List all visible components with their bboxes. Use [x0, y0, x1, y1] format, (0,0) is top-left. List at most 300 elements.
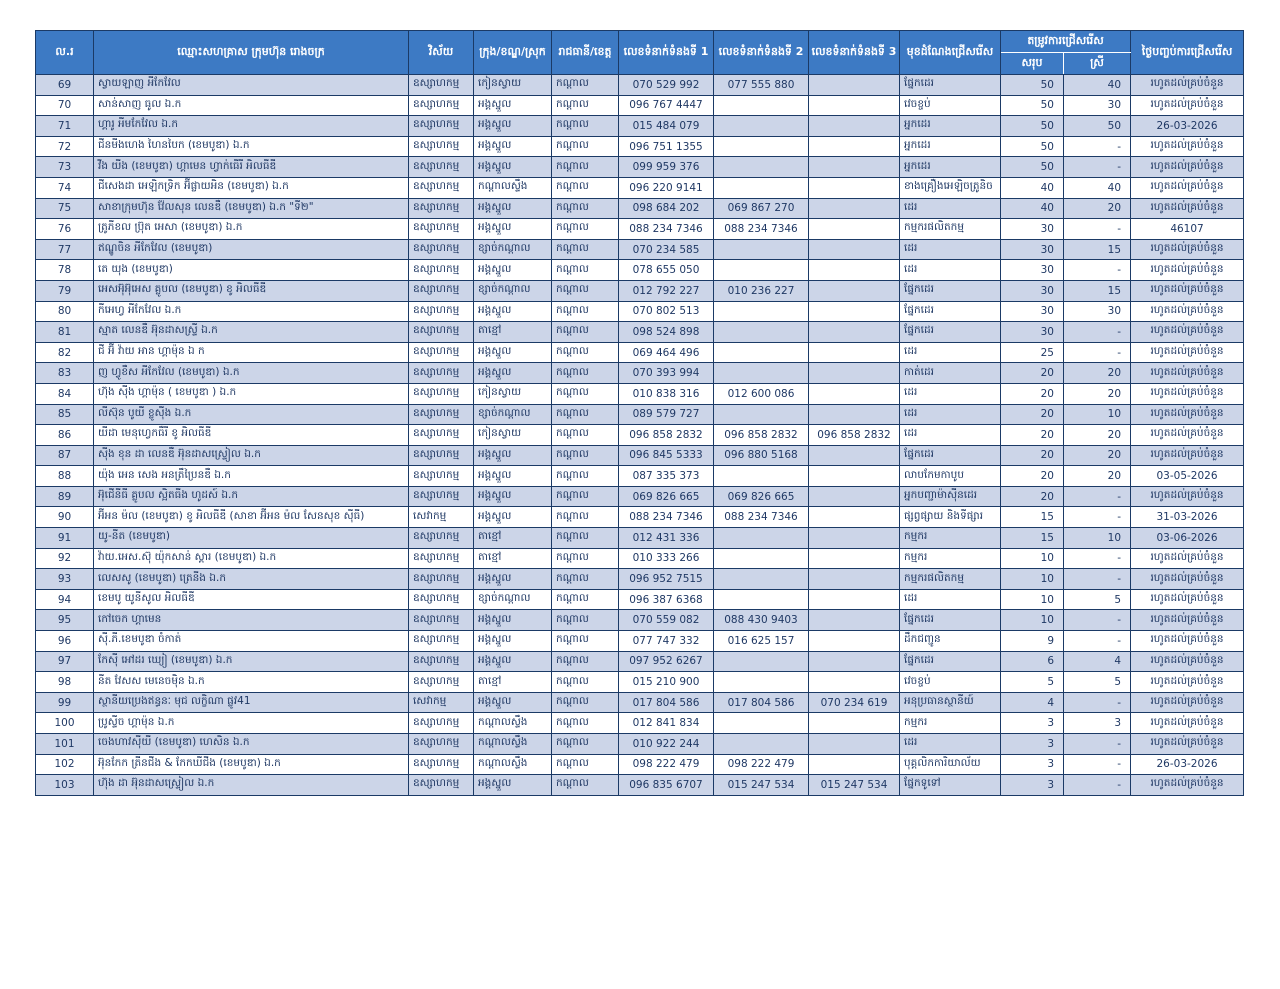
cell-district: កណ្តាលស្ទឹង — [474, 177, 552, 198]
cell-no: 82 — [36, 342, 94, 363]
cell-company-name: ហ្គារូ អីមកែវែល ឯ.ក — [94, 116, 409, 137]
cell-phone1: 096 387 6368 — [619, 589, 714, 610]
cell-province: កណ្តាល — [552, 322, 619, 343]
cell-need-total: 20 — [1001, 383, 1064, 404]
cell-sector: ឧស្សាហកម្ម — [409, 75, 474, 96]
cell-need-female: - — [1064, 692, 1131, 713]
cell-phone2 — [714, 651, 809, 672]
cell-phone2 — [714, 260, 809, 281]
cell-deadline: រហូតដល់គ្រប់ចំនួន — [1131, 651, 1244, 672]
cell-need-total: 20 — [1001, 466, 1064, 487]
cell-sector: ឧស្សាហកម្ម — [409, 425, 474, 446]
cell-phone1: 017 804 586 — [619, 692, 714, 713]
cell-province: កណ្តាល — [552, 713, 619, 734]
table-row — [36, 157, 1244, 178]
cell-phone2: 010 236 227 — [714, 280, 809, 301]
cell-phone3 — [809, 589, 900, 610]
cell-phone3 — [809, 198, 900, 219]
cell-need-total: 50 — [1001, 95, 1064, 116]
cell-no: 94 — [36, 589, 94, 610]
cell-need-total: 50 — [1001, 157, 1064, 178]
header-phone1: លេខទំនាក់ទំនងទី 1 — [619, 31, 714, 75]
cell-deadline: រហូតដល់គ្រប់ចំនួន — [1131, 95, 1244, 116]
cell-deadline: រហូតដល់គ្រប់ចំនួន — [1131, 692, 1244, 713]
cell-position: វេចខ្ចប់ — [900, 672, 1001, 693]
table-row — [36, 116, 1244, 137]
cell-deadline: រហូតដល់គ្រប់ចំនួន — [1131, 75, 1244, 96]
cell-province: កណ្តាល — [552, 301, 619, 322]
cell-need-female: 20 — [1064, 363, 1131, 384]
cell-position: ផ្នែកដេរ — [900, 75, 1001, 96]
header-district: ក្រុង/ខណ្ឌ/ស្រុក — [474, 31, 552, 75]
header-company-name: ឈ្មោះសហគ្រាស ក្រុមហ៊ុន រោងចក្រ — [94, 31, 409, 75]
cell-phone2: 012 600 086 — [714, 383, 809, 404]
cell-province: កណ្តាល — [552, 404, 619, 425]
cell-no: 101 — [36, 734, 94, 755]
table-row — [36, 301, 1244, 322]
cell-phone3 — [809, 404, 900, 425]
cell-phone1: 069 464 496 — [619, 342, 714, 363]
cell-company-name: ជី អ៊ី វ៉ាយ អាន ហ្គាម៉ុន ឯ ក — [94, 342, 409, 363]
cell-phone1: 096 220 9141 — [619, 177, 714, 198]
cell-province: កណ្តាល — [552, 198, 619, 219]
cell-no: 99 — [36, 692, 94, 713]
cell-need-total: 3 — [1001, 713, 1064, 734]
cell-province: កណ្តាល — [552, 136, 619, 157]
cell-phone1: 077 747 332 — [619, 631, 714, 652]
cell-province: កណ្តាល — [552, 239, 619, 260]
table-row — [36, 219, 1244, 240]
cell-no: 76 — [36, 219, 94, 240]
cell-district: កណ្តាលស្ទឹង — [474, 754, 552, 775]
cell-sector: ឧស្សាហកម្ម — [409, 198, 474, 219]
cell-phone3 — [809, 754, 900, 775]
cell-company-name: អ៊ុនកែក ត្រីនជីង & កែកឃីជីង (ខេមបូឌា) ឯ.ក — [94, 754, 409, 775]
cell-company-name: ហ៊ុង ស៊ីង ហ្គាម៉ុន ( ខេមបូឌា ) ឯ.ក — [94, 383, 409, 404]
cell-province: កណ្តាល — [552, 754, 619, 775]
cell-phone1: 098 524 898 — [619, 322, 714, 343]
cell-company-name: ហ៊ុង ដា អ៊ុនដាសស្រ្ទៀល ឯ.ក — [94, 775, 409, 796]
cell-company-name: ស្ថានីយប្រេងឥន្ធនៈ មុជ លក្ខិណា ផ្លូវ41 — [94, 692, 409, 713]
cell-no: 88 — [36, 466, 94, 487]
cell-position: អ្នកដេរ — [900, 116, 1001, 137]
cell-need-total: 20 — [1001, 363, 1064, 384]
cell-sector: ឧស្សាហកម្ម — [409, 239, 474, 260]
cell-need-female: - — [1064, 775, 1131, 796]
cell-deadline: រហូតដល់គ្រប់ចំនួន — [1131, 157, 1244, 178]
cell-no: 80 — [36, 301, 94, 322]
cell-district: កៀនស្វាយ — [474, 425, 552, 446]
cell-need-total: 10 — [1001, 610, 1064, 631]
table-row — [36, 569, 1244, 590]
cell-phone3 — [809, 651, 900, 672]
cell-district: អង្គស្នួល — [474, 775, 552, 796]
cell-phone2: 069 867 270 — [714, 198, 809, 219]
cell-need-female: - — [1064, 610, 1131, 631]
cell-need-female: 50 — [1064, 116, 1131, 137]
cell-phone3 — [809, 383, 900, 404]
cell-phone3 — [809, 507, 900, 528]
cell-phone2 — [714, 239, 809, 260]
cell-phone1: 012 431 336 — [619, 528, 714, 549]
cell-company-name: ស៊ី.ភី.ខេមបូឌា ចំកាត់ — [94, 631, 409, 652]
cell-company-name: ត្រូភីខល ប្រ៊ុត អេសា (ខេមបូឌា) ឯ.ក — [94, 219, 409, 240]
cell-phone2: 077 555 880 — [714, 75, 809, 96]
cell-sector: ឧស្សាហកម្ម — [409, 672, 474, 693]
cell-need-female: - — [1064, 486, 1131, 507]
cell-position: កម្មករ — [900, 528, 1001, 549]
table-row — [36, 445, 1244, 466]
cell-company-name: វីង យីង (ខេមបូឌា) ហ្គាមេន ហ្វាក់ធើរី អិលធីឌី — [94, 157, 409, 178]
cell-phone2: 088 234 7346 — [714, 219, 809, 240]
cell-need-female: - — [1064, 136, 1131, 157]
cell-need-female: 20 — [1064, 383, 1131, 404]
cell-phone3 — [809, 363, 900, 384]
table-row — [36, 507, 1244, 528]
cell-sector: ឧស្សាហកម្ម — [409, 260, 474, 281]
cell-district: ខ្សាច់កណ្តាល — [474, 589, 552, 610]
cell-sector: ឧស្សាហកម្ម — [409, 775, 474, 796]
table-row — [36, 692, 1244, 713]
cell-need-total: 20 — [1001, 425, 1064, 446]
cell-phone3 — [809, 445, 900, 466]
cell-sector: ឧស្សាហកម្ម — [409, 301, 474, 322]
cell-phone2 — [714, 404, 809, 425]
cell-sector: ឧស្សាហកម្ម — [409, 342, 474, 363]
cell-need-total: 4 — [1001, 692, 1064, 713]
table-row — [36, 734, 1244, 755]
cell-position: វេចខ្ចប់ — [900, 95, 1001, 116]
cell-no: 83 — [36, 363, 94, 384]
header-position: មុខដំណែងជ្រើសរើស — [900, 31, 1001, 75]
cell-deadline: រហូតដល់គ្រប់ចំនួន — [1131, 672, 1244, 693]
cell-deadline: 46107 — [1131, 219, 1244, 240]
cell-deadline: រហូតដល់គ្រប់ចំនួន — [1131, 322, 1244, 343]
cell-phone3 — [809, 75, 900, 96]
cell-deadline: 31-03-2026 — [1131, 507, 1244, 528]
cell-position: ផ្នែកដេរ — [900, 445, 1001, 466]
cell-phone2 — [714, 589, 809, 610]
cell-need-total: 6 — [1001, 651, 1064, 672]
cell-need-female: - — [1064, 754, 1131, 775]
table-row — [36, 177, 1244, 198]
cell-district: អង្គស្នួល — [474, 466, 552, 487]
cell-need-total: 3 — [1001, 734, 1064, 755]
cell-deadline: រហូតដល់គ្រប់ចំនួន — [1131, 445, 1244, 466]
cell-phone1: 070 559 082 — [619, 610, 714, 631]
cell-district: អង្គស្នួល — [474, 136, 552, 157]
cell-need-female: - — [1064, 157, 1131, 178]
header-need-total: សរុប — [1001, 53, 1064, 75]
table-row — [36, 404, 1244, 425]
cell-company-name: ឥណ្ឌូចិន អីកែវែល (ខេមបូឌា) — [94, 239, 409, 260]
cell-no: 95 — [36, 610, 94, 631]
cell-need-total: 15 — [1001, 528, 1064, 549]
cell-position: ដេរ — [900, 260, 1001, 281]
cell-phone3: 096 858 2832 — [809, 425, 900, 446]
cell-province: កណ្តាល — [552, 528, 619, 549]
cell-need-female: 15 — [1064, 280, 1131, 301]
cell-need-female: - — [1064, 548, 1131, 569]
cell-position: ផ្នែកដេរ — [900, 322, 1001, 343]
table-row — [36, 631, 1244, 652]
cell-position: ដេរ — [900, 342, 1001, 363]
cell-deadline: រហូតដល់គ្រប់ចំនួន — [1131, 775, 1244, 796]
cell-deadline: 26-03-2026 — [1131, 754, 1244, 775]
cell-need-female: - — [1064, 569, 1131, 590]
cell-company-name: វ៉ាយ.អេស.ស៊ុ យ៉ុកសាន់ ស្គារ (ខេមបូឌា) ឯ.ក — [94, 548, 409, 569]
cell-need-female: 40 — [1064, 75, 1131, 96]
cell-need-female: 5 — [1064, 589, 1131, 610]
header-deadline: ថ្ងៃបញ្ចប់ការជ្រើសរើស — [1131, 31, 1244, 75]
cell-company-name: ស្វាយឡាញ អីកែវែល — [94, 75, 409, 96]
cell-province: កណ្តាល — [552, 651, 619, 672]
cell-no: 91 — [36, 528, 94, 549]
cell-phone3 — [809, 239, 900, 260]
table-row — [36, 260, 1244, 281]
cell-position: អ្នកបញ្ជាម៉ាស៊ីនដេរ — [900, 486, 1001, 507]
cell-need-female: 30 — [1064, 95, 1131, 116]
cell-no: 89 — [36, 486, 94, 507]
cell-position: ផ្នែកទូទៅ — [900, 775, 1001, 796]
cell-need-total: 30 — [1001, 301, 1064, 322]
cell-district: ខ្សាច់កណ្តាល — [474, 404, 552, 425]
cell-district: កៀនស្វាយ — [474, 383, 552, 404]
cell-no: 90 — [36, 507, 94, 528]
table-row — [36, 198, 1244, 219]
cell-no: 70 — [36, 95, 94, 116]
cell-need-total: 25 — [1001, 342, 1064, 363]
cell-deadline: រហូតដល់គ្រប់ចំនួន — [1131, 177, 1244, 198]
table-row — [36, 610, 1244, 631]
cell-no: 81 — [36, 322, 94, 343]
cell-phone1: 099 959 376 — [619, 157, 714, 178]
cell-district: អង្គស្នួល — [474, 363, 552, 384]
cell-phone3 — [809, 260, 900, 281]
cell-need-female: - — [1064, 631, 1131, 652]
cell-phone2: 017 804 586 — [714, 692, 809, 713]
cell-phone3 — [809, 672, 900, 693]
cell-company-name: ស្មាត លេនឌឺ អ៊ុនដាសស្ទ្រី ឯ.ក — [94, 322, 409, 343]
cell-phone1: 096 751 1355 — [619, 136, 714, 157]
cell-province: កណ្តាល — [552, 342, 619, 363]
header-sector: វិស័យ — [409, 31, 474, 75]
cell-position: ផ្នែកដេរ — [900, 610, 1001, 631]
cell-need-female: 10 — [1064, 528, 1131, 549]
cell-phone1: 087 335 373 — [619, 466, 714, 487]
cell-province: កណ្តាល — [552, 116, 619, 137]
cell-province: កណ្តាល — [552, 610, 619, 631]
cell-district: អង្គស្នួល — [474, 507, 552, 528]
cell-province: កណ្តាល — [552, 383, 619, 404]
cell-district: អង្គស្នួល — [474, 651, 552, 672]
cell-deadline: 03-05-2026 — [1131, 466, 1244, 487]
cell-phone2: 088 234 7346 — [714, 507, 809, 528]
table-row — [36, 651, 1244, 672]
cell-sector: ឧស្សាហកម្ម — [409, 116, 474, 137]
cell-phone1: 015 484 079 — [619, 116, 714, 137]
cell-company-name: អេសអ៊ុអ៊ុអេស គ្លូបល (ខេមបូឌា) ខូ អិលធីឌី — [94, 280, 409, 301]
cell-phone1: 098 684 202 — [619, 198, 714, 219]
cell-need-total: 10 — [1001, 569, 1064, 590]
cell-district: អង្គស្នួល — [474, 692, 552, 713]
cell-phone3 — [809, 136, 900, 157]
cell-phone3 — [809, 342, 900, 363]
cell-no: 75 — [36, 198, 94, 219]
table-row — [36, 383, 1244, 404]
cell-province: កណ្តាល — [552, 631, 619, 652]
cell-position: ដេរ — [900, 239, 1001, 260]
cell-phone3 — [809, 610, 900, 631]
cell-sector: ឧស្សាហកម្ម — [409, 177, 474, 198]
cell-position: អ្នកដេរ — [900, 136, 1001, 157]
cell-no: 87 — [36, 445, 94, 466]
cell-phone2: 016 625 157 — [714, 631, 809, 652]
cell-phone1: 069 826 665 — [619, 486, 714, 507]
header-phone2: លេខទំនាក់ទំនងទី 2 — [714, 31, 809, 75]
cell-province: កណ្តាល — [552, 486, 619, 507]
cell-phone3 — [809, 219, 900, 240]
cell-deadline: រហូតដល់គ្រប់ចំនួន — [1131, 589, 1244, 610]
cell-district: អង្គស្នួល — [474, 157, 552, 178]
cell-company-name: យ៉ុង អេន សេង អនត្រឹប្រៃនឌឺ ឯ.ក — [94, 466, 409, 487]
cell-company-name: កៅចេក ហ្គាមេន — [94, 610, 409, 631]
cell-position: ផ្នែកដេរ — [900, 280, 1001, 301]
cell-need-total: 50 — [1001, 75, 1064, 96]
cell-company-name: ជីសេងដា អេឡិកទ្រិក អ៊ីផ្លាយអិន (ខេមបូឌា) ឯ.ក — [94, 177, 409, 198]
cell-need-total: 10 — [1001, 589, 1064, 610]
cell-position: ដេរ — [900, 589, 1001, 610]
cell-phone1: 096 952 7515 — [619, 569, 714, 590]
cell-company-name: សាខាក្រុមហ៊ុន វ៉ែលសុន លេនឌឺ (ខេមបូឌា) ឯ.ក "ទី២" — [94, 198, 409, 219]
table-row — [36, 775, 1244, 796]
cell-need-total: 50 — [1001, 116, 1064, 137]
cell-position: កម្មករផលិតកម្ម — [900, 569, 1001, 590]
cell-deadline: រហូតដល់គ្រប់ចំនួន — [1131, 363, 1244, 384]
cell-need-female: 20 — [1064, 198, 1131, 219]
table-row — [36, 486, 1244, 507]
cell-deadline: រហូតដល់គ្រប់ចំនួន — [1131, 734, 1244, 755]
cell-phone2 — [714, 363, 809, 384]
cell-no: 102 — [36, 754, 94, 775]
cell-position: កម្មករផលិតកម្ម — [900, 219, 1001, 240]
cell-need-female: - — [1064, 260, 1131, 281]
cell-phone1: 097 952 6267 — [619, 651, 714, 672]
cell-phone1: 010 922 244 — [619, 734, 714, 755]
cell-sector: ឧស្សាហកម្ម — [409, 445, 474, 466]
cell-phone3 — [809, 301, 900, 322]
cell-phone3 — [809, 280, 900, 301]
cell-sector: ឧស្សាហកម្ម — [409, 383, 474, 404]
cell-phone3 — [809, 713, 900, 734]
cell-district: អង្គស្នួល — [474, 219, 552, 240]
cell-phone3 — [809, 322, 900, 343]
cell-province: កណ្តាល — [552, 95, 619, 116]
header-no: ល.រ — [36, 31, 94, 75]
cell-need-total: 10 — [1001, 548, 1064, 569]
table-row — [36, 136, 1244, 157]
cell-phone2: 069 826 665 — [714, 486, 809, 507]
cell-district: កៀនស្វាយ — [474, 75, 552, 96]
cell-province: កណ្តាល — [552, 260, 619, 281]
cell-no: 86 — [36, 425, 94, 446]
cell-phone2 — [714, 713, 809, 734]
cell-deadline: រហូតដល់គ្រប់ចំនួន — [1131, 198, 1244, 219]
cell-company-name: កីអេហ្វ អីកែវែល ឯ.ក — [94, 301, 409, 322]
cell-province: កណ្តាល — [552, 507, 619, 528]
cell-phone1: 096 845 5333 — [619, 445, 714, 466]
table-row — [36, 239, 1244, 260]
cell-province: កណ្តាល — [552, 75, 619, 96]
cell-no: 103 — [36, 775, 94, 796]
cell-province: កណ្តាល — [552, 157, 619, 178]
cell-phone1: 070 529 992 — [619, 75, 714, 96]
cell-sector: ឧស្សាហកម្ម — [409, 322, 474, 343]
cell-district: កណ្តាលស្ទឹង — [474, 734, 552, 755]
cell-province: កណ្តាល — [552, 177, 619, 198]
cell-company-name: ជីនមីងហេង ហៃនបៃក (ខេមបូឌា) ឯ.ក — [94, 136, 409, 157]
cell-sector: ឧស្សាហកម្ម — [409, 280, 474, 301]
cell-deadline: រហូតដល់គ្រប់ចំនួន — [1131, 301, 1244, 322]
cell-phone1: 088 234 7346 — [619, 219, 714, 240]
cell-need-female: - — [1064, 322, 1131, 343]
cell-position: ដេរ — [900, 404, 1001, 425]
cell-sector: ឧស្សាហកម្ម — [409, 486, 474, 507]
cell-province: កណ្តាល — [552, 692, 619, 713]
cell-position: ដេរ — [900, 198, 1001, 219]
cell-phone2 — [714, 672, 809, 693]
cell-position: បុគ្គលិកការិយាល័យ — [900, 754, 1001, 775]
cell-sector: ឧស្សាហកម្ម — [409, 734, 474, 755]
cell-need-female: 4 — [1064, 651, 1131, 672]
header-need-female: ស្រី — [1064, 53, 1131, 75]
cell-phone2: 088 430 9403 — [714, 610, 809, 631]
cell-phone2 — [714, 136, 809, 157]
header-phone3: លេខទំនាក់ទំនងទី 3 — [809, 31, 900, 75]
recruitment-table — [35, 30, 1244, 796]
cell-sector: ឧស្សាហកម្ម — [409, 631, 474, 652]
cell-position: ដេរ — [900, 425, 1001, 446]
cell-district: អង្គស្នួល — [474, 610, 552, 631]
table-row — [36, 713, 1244, 734]
cell-sector: ឧស្សាហកម្ម — [409, 589, 474, 610]
table-row — [36, 75, 1244, 96]
cell-need-female: 20 — [1064, 445, 1131, 466]
cell-phone1: 089 579 727 — [619, 404, 714, 425]
cell-phone1: 010 838 316 — [619, 383, 714, 404]
cell-deadline: រហូតដល់គ្រប់ចំនួន — [1131, 569, 1244, 590]
cell-district: អង្គស្នួល — [474, 486, 552, 507]
cell-phone1: 096 835 6707 — [619, 775, 714, 796]
cell-phone1: 096 767 4447 — [619, 95, 714, 116]
table-row — [36, 754, 1244, 775]
table-row — [36, 589, 1244, 610]
cell-no: 77 — [36, 239, 94, 260]
cell-phone3 — [809, 157, 900, 178]
cell-sector: ឧស្សាហកម្ម — [409, 363, 474, 384]
cell-district: អង្គស្នួល — [474, 260, 552, 281]
cell-phone1: 012 841 834 — [619, 713, 714, 734]
table-row — [36, 342, 1244, 363]
cell-phone2 — [714, 116, 809, 137]
cell-district: អង្គស្នួល — [474, 95, 552, 116]
cell-need-female: - — [1064, 734, 1131, 755]
cell-deadline: រហូតដល់គ្រប់ចំនួន — [1131, 425, 1244, 446]
table-row — [36, 548, 1244, 569]
cell-district: អង្គស្នួល — [474, 342, 552, 363]
table-body — [36, 75, 1244, 796]
cell-phone2 — [714, 342, 809, 363]
